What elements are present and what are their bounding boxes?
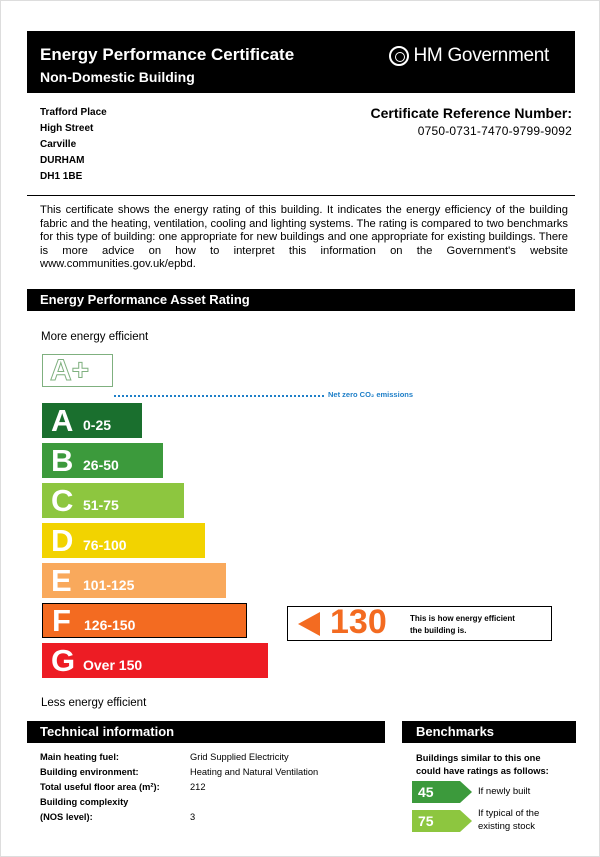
band-range: 51-75 [83,496,119,513]
address-line: DH1 1BE [40,171,83,182]
technical-info-heading [27,721,385,743]
band-g [42,643,268,678]
band-range: 26-50 [83,456,119,473]
band-c [42,483,184,518]
band-letter: G [51,642,76,678]
technical-info-label: Building complexity [40,797,129,807]
band-letter: A [51,402,74,438]
benchmark-existing-label-line: If typical of the [478,808,540,819]
band-range: 101-125 [83,576,135,593]
royal-crest-icon [389,46,409,66]
rating-explanation-line: This is how energy efficient [410,614,515,623]
address-line: High Street [40,123,94,134]
benchmark-existing-label-line: existing stock [478,820,536,832]
band-letter: E [51,562,72,598]
technical-info-label: Building environment: [40,767,139,777]
address-line: Trafford Place [40,107,107,118]
rating-explanation-line: the building is. [410,626,467,635]
rating-value: 130 [330,603,387,641]
band-a [42,403,142,438]
technical-info-value: 212 [190,782,206,792]
certificate-title: Energy Performance Certificate [40,45,295,64]
hm-government-text: HM Government [413,45,549,66]
rating-explanation [410,613,550,637]
band-aplus: A+ [42,354,113,387]
band-range: Over 150 [83,656,143,673]
certificate-header [27,31,575,93]
certificate-intro: This certificate shows the energy rating of this building. It indicates the energy efficiency of the building fabric and the heating, ventilation, cooling and lighting systems. The rating is compared to two benchmarks for this type of building: one appropriate for new buildings and one appropriate for existing buildings. There is more advice on how to interpret this information on the Government's website www.communities.gov.uk/epbd. [40,204,568,270]
technical-info-value: Heating and Natural Ventilation [190,767,319,777]
asset-rating-heading-text: Energy Performance Asset Rating [40,292,250,307]
technical-info-heading-text: Technical information [40,724,175,739]
technical-info-label: (NOS level): [40,812,93,822]
benchmarks-heading-text: Benchmarks [416,724,495,739]
band-letter: B [51,442,74,478]
net-zero-dotted-line [114,395,324,397]
rating-pointer-icon [298,612,320,636]
band-range: 126-150 [84,616,136,633]
technical-info-value: 3 [190,812,196,822]
band-f [42,603,247,638]
hm-government-logo [389,45,549,67]
technical-info-label: Main heating fuel: [40,752,120,762]
benchmarks-intro [416,752,576,777]
benchmark-existing-value: 75 [418,813,434,829]
technical-info-value: Grid Supplied Electricity [190,752,289,762]
certificate-subtitle: Non-Domestic Building [40,69,195,85]
benchmark-new-value: 45 [418,784,434,800]
benchmarks-intro-line: could have ratings as follows: [416,765,549,776]
certificate-reference-number: 0750-0731-7470-9799-9092 [417,124,572,138]
band-range: 0-25 [83,416,112,433]
less-efficient-label: Less energy efficient [41,697,147,709]
building-address [40,105,107,185]
benchmark-existing-label [478,808,539,833]
divider [27,195,575,196]
band-letter: D [51,522,74,558]
benchmarks-intro-line: Buildings similar to this one [416,753,541,763]
band-e [42,563,226,598]
address-line: Carville [40,139,77,150]
band-d [42,523,205,558]
net-zero-label: Net zero CO₂ emissions [328,390,414,399]
band-letter: C [51,482,74,518]
benchmark-new-label: If newly built [478,786,531,797]
asset-rating-heading [27,289,575,311]
band-b [42,443,163,478]
band-range: 76-100 [83,536,127,553]
benchmarks-heading [402,721,576,743]
address-line: DURHAM [40,155,85,166]
certificate-reference-label: Certificate Reference Number: [370,105,572,121]
band-letter: F [52,602,71,638]
more-efficient-label: More energy efficient [41,331,149,343]
technical-info-label: Total useful floor area (m²): [40,782,160,792]
